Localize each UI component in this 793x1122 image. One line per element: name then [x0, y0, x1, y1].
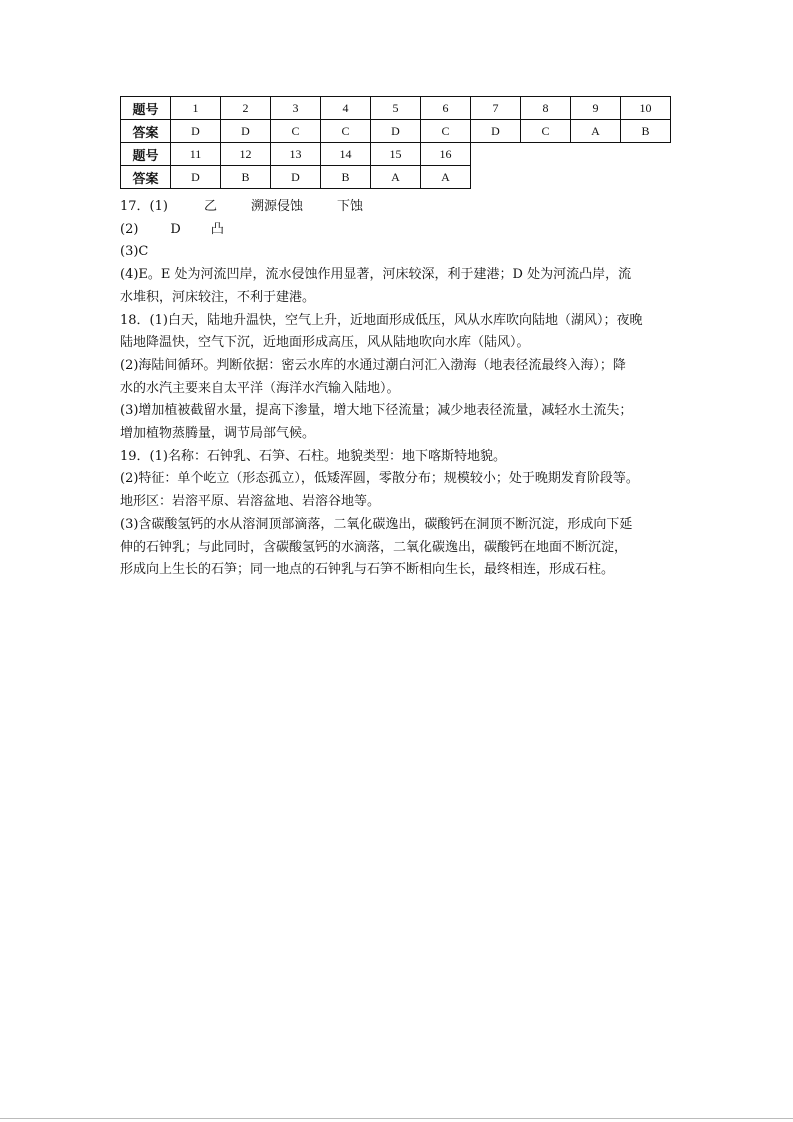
question-number: 2	[221, 97, 271, 120]
answer-row	[121, 120, 671, 143]
empty-cell	[571, 143, 621, 166]
q18-part2-line: (2)海陆间循环。判断依据：密云水库的水通过潮白河汇入渤海（地表径流最终入海）；降	[120, 357, 626, 373]
q19-part2-line: (2)特征：单个屹立（形态孤立），低矮浑圆，零散分布；规模较小；处于晚期发育阶段等。	[120, 471, 639, 487]
q17-part2-number: (2)	[120, 221, 139, 237]
q19-part1: 19．(1)名称：石钟乳、石笋、石柱。地貌类型：地下喀斯特地貌。	[120, 448, 506, 464]
answer-cell: A	[571, 120, 621, 143]
q17-part2-answer-b: 凸	[210, 221, 224, 237]
question-number: 12	[221, 143, 271, 166]
q18-part1-line: 陆地降温快，空气下沉，近地面形成高压，风从陆地吹向水库（陆风）。	[120, 335, 530, 351]
question-number: 4	[321, 97, 371, 120]
empty-cell	[471, 166, 521, 189]
question-number: 15	[371, 143, 421, 166]
row-label-question: 题号	[121, 143, 171, 166]
answer-row	[121, 166, 671, 189]
q17-answer-c: 下蚀	[337, 199, 364, 214]
q19-part3-line: 伸的石钟乳；与此同时，含碳酸氢钙的水滴落，二氧化碳逸出，碳酸钙在地面不断沉淀，	[120, 539, 628, 555]
q19-part3-line: 形成向上生长的石笋；同一地点的石钟乳与石笋不断相向生长，最终相连，形成石柱。	[120, 562, 615, 578]
q18-part2-line: 水的水汽主要来自太平洋（海洋水汽输入陆地）。	[120, 380, 400, 396]
row-label-answer: 答案	[121, 120, 171, 143]
q17-part2	[120, 219, 676, 242]
q17-answer-b: 溯源侵蚀	[250, 199, 303, 214]
question-number: 9	[571, 97, 621, 120]
page-bottom-divider	[0, 1118, 793, 1119]
answer-cell: D	[171, 120, 221, 143]
empty-cell	[521, 166, 571, 189]
answer-cell: C	[521, 120, 571, 143]
q17-part4-line: (4)E。E 处为河流凹岸，流水侵蚀作用显著，河床较深，利于建港；D 处为河流凸岸，流	[120, 267, 632, 283]
empty-cell	[621, 166, 671, 189]
q18-part3-line: (3)增加植被截留水量，提高下渗量，增大地下径流量；减少地表径流量，减轻水土流失；	[120, 403, 633, 419]
q17-part3: (3)C	[120, 244, 149, 260]
question-number: 3	[271, 97, 321, 120]
answer-cell: B	[321, 166, 371, 189]
question-number: 7	[471, 97, 521, 120]
empty-cell	[521, 143, 571, 166]
question-number-row	[121, 143, 671, 166]
row-label-question: 题号	[121, 97, 171, 120]
q17-part4-line: 水堆积，河床较注，不利于建港。	[120, 289, 316, 305]
answer-cell: A	[371, 166, 421, 189]
empty-cell	[571, 166, 621, 189]
answer-cell: D	[171, 166, 221, 189]
answer-cell: B	[221, 166, 271, 189]
empty-cell	[471, 143, 521, 166]
answer-cell: D	[471, 120, 521, 143]
answer-cell: C	[271, 120, 321, 143]
answer-explanations	[120, 196, 676, 582]
q17-part1	[120, 196, 676, 219]
q17-answer-a: 乙	[203, 199, 217, 214]
answer-cell: C	[321, 120, 371, 143]
q19-part3-line: (3)含碳酸氢钙的水从溶洞顶部滴落，二氧化碳逸出，碳酸钙在洞顶不断沉淀，形成向下延	[120, 516, 633, 532]
q17-number: 17．(1)	[120, 199, 168, 214]
answer-cell: B	[621, 120, 671, 143]
answer-cell: D	[221, 120, 271, 143]
question-number: 5	[371, 97, 421, 120]
q18-part3-line: 增加植物蒸腾量，调节局部气候。	[120, 426, 316, 442]
question-number-row	[121, 97, 671, 120]
answer-cell: A	[421, 166, 471, 189]
question-number: 1	[171, 97, 221, 120]
answer-cell: C	[421, 120, 471, 143]
answer-key-table	[120, 96, 671, 189]
question-number: 10	[621, 97, 671, 120]
row-label-answer: 答案	[121, 166, 171, 189]
q17-part2-answer-a: D	[170, 221, 181, 237]
answer-cell: D	[271, 166, 321, 189]
question-number: 13	[271, 143, 321, 166]
empty-cell	[621, 143, 671, 166]
question-number: 6	[421, 97, 471, 120]
question-number: 16	[421, 143, 471, 166]
question-number: 14	[321, 143, 371, 166]
q18-part1-line: 18．(1)白天，陆地升温快，空气上升，近地面形成低压，风从水库吹向陆地（湖风）；夜晚	[120, 312, 643, 328]
question-number: 8	[521, 97, 571, 120]
question-number: 11	[171, 143, 221, 166]
answer-cell: D	[371, 120, 421, 143]
q19-part2-line: 地形区：岩溶平原、岩溶盆地、岩溶谷地等。	[120, 494, 381, 510]
